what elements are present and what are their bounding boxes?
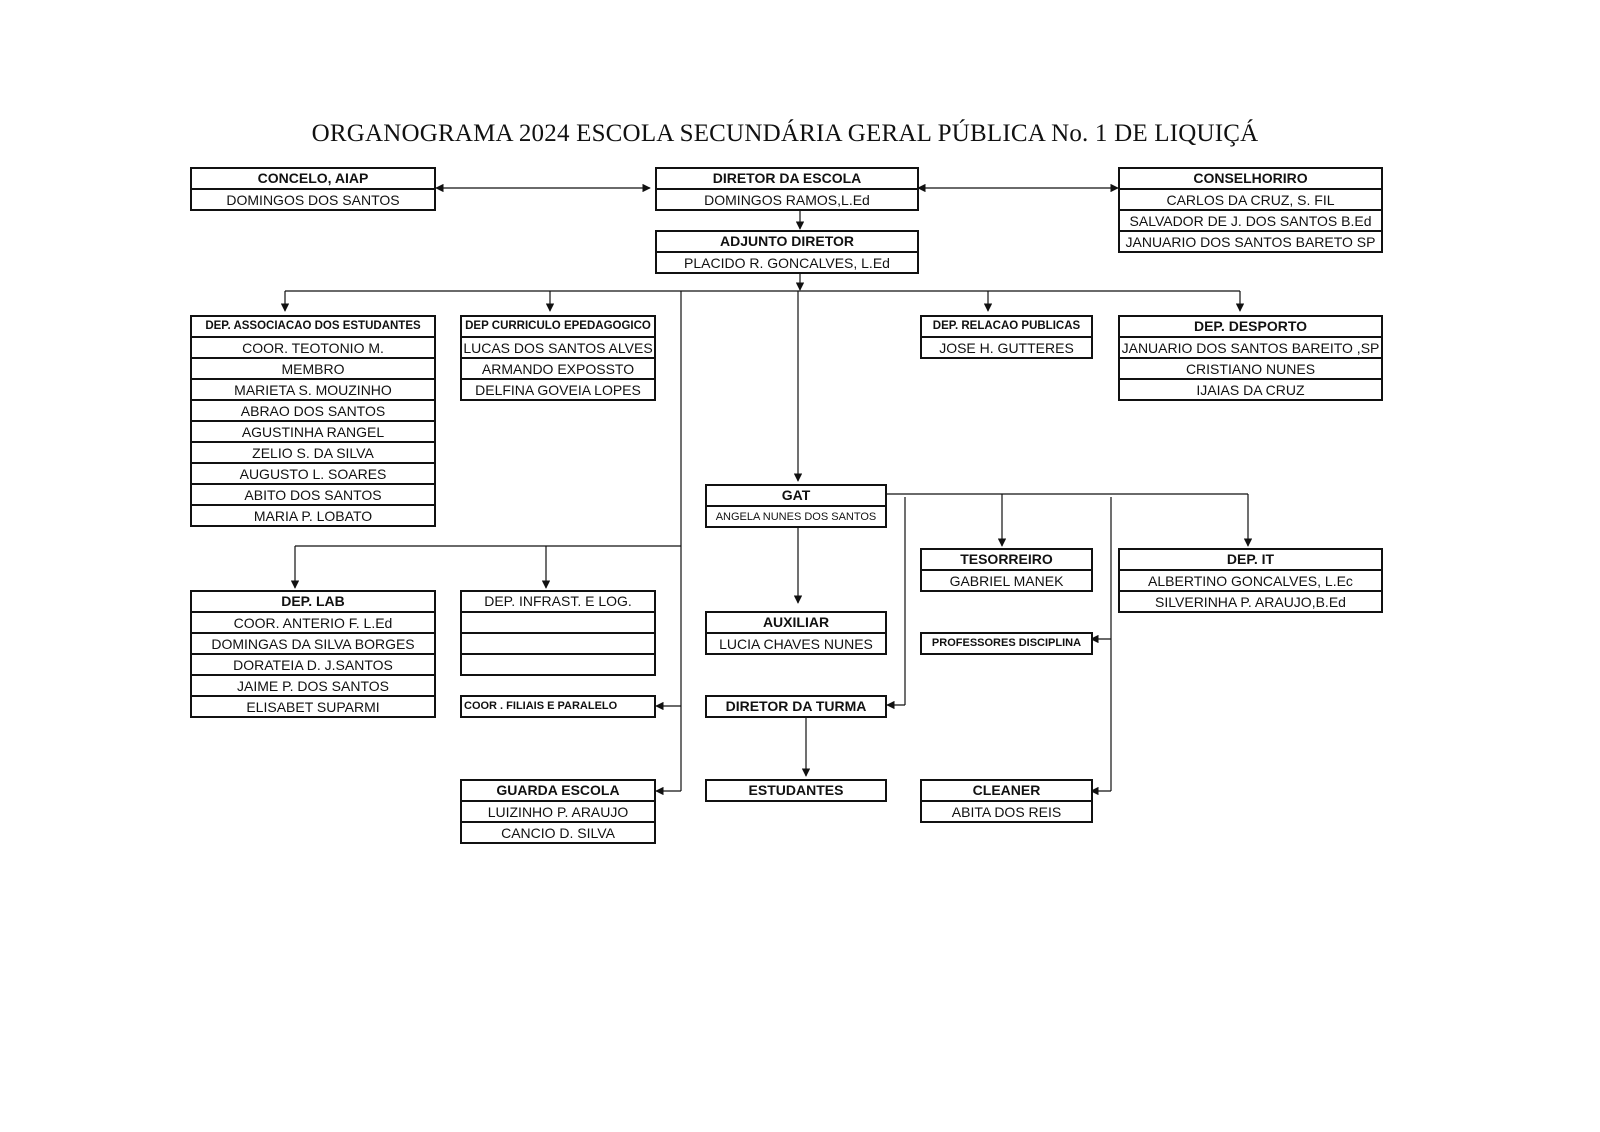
box-member: SALVADOR DE J. DOS SANTOS B.Ed	[1120, 209, 1381, 230]
box-member: DORATEIA D. J.SANTOS	[192, 653, 434, 674]
box-member: LUCIA CHAVES NUNES	[707, 632, 885, 653]
box-member: ABITO DOS SANTOS	[192, 483, 434, 504]
box-member: JANUARIO DOS SANTOS BAREITO ,SP	[1120, 336, 1381, 357]
box-head: DEP. DESPORTO	[1193, 318, 1308, 334]
box-member: LUIZINHO P. ARAUJO	[462, 800, 654, 821]
box-member: AUGUSTO L. SOARES	[192, 462, 434, 483]
box-associacao	[190, 315, 436, 527]
box-head: CONCELO, AIAP	[257, 170, 369, 186]
box-head: DIRETOR DA TURMA	[725, 698, 867, 714]
box-head: DEP. IT	[1226, 551, 1275, 567]
box-member: ELISABET SUPARMI	[192, 695, 434, 716]
box-member: DOMINGAS DA SILVA BORGES	[192, 632, 434, 653]
box-head: GUARDA ESCOLA	[496, 782, 620, 798]
box-head: TESORREIRO	[960, 551, 1053, 567]
box-member: AGUSTINHA RANGEL	[192, 420, 434, 441]
box-member: MARIA P. LOBATO	[192, 504, 434, 525]
box-conselhoriro	[1118, 167, 1383, 253]
box-member-empty	[462, 611, 654, 632]
box-member-empty	[462, 632, 654, 653]
box-head: CONSELHORIRO	[1193, 170, 1308, 186]
box-desporto	[1118, 315, 1383, 401]
box-head: AUXILIAR	[762, 614, 830, 630]
box-head: DIRETOR DA ESCOLA	[712, 170, 862, 186]
box-member: DELFINA GOVEIA LOPES	[462, 378, 654, 399]
box-head: DEP. INFRAST. E LOG.	[484, 593, 632, 609]
box-member: COOR. TEOTONIO M.	[192, 336, 434, 357]
box-head: DEP. RELACAO PUBLICAS	[932, 320, 1081, 332]
box-dep-it	[1118, 548, 1383, 613]
box-adjunto	[655, 230, 919, 274]
box-estudantes	[705, 779, 887, 802]
box-member: JOSE H. GUTTERES	[922, 336, 1091, 357]
box-head: DEP. LAB	[281, 593, 345, 609]
box-member: LUCAS DOS SANTOS ALVES	[462, 336, 654, 357]
box-member: ABRAO DOS SANTOS	[192, 399, 434, 420]
box-gat	[705, 484, 887, 528]
box-member: SILVERINHA P. ARAUJO,B.Ed	[1120, 590, 1381, 611]
box-member: ARMANDO EXPOSSTO	[462, 357, 654, 378]
box-member: CANCIO D. SILVA	[462, 821, 654, 842]
box-curriculo	[460, 315, 656, 401]
box-member: JANUARIO DOS SANTOS BARETO SP	[1120, 230, 1381, 251]
box-head: PROFESSORES DISCIPLINA	[931, 637, 1082, 649]
box-member: ALBERTINO GONCALVES, L.Ec	[1120, 569, 1381, 590]
box-head: ADJUNTO DIRETOR	[719, 233, 855, 249]
box-professores	[920, 632, 1093, 655]
box-member-empty	[462, 653, 654, 674]
box-tesoureiro	[920, 548, 1093, 592]
chart-title: ORGANOGRAMA 2024 ESCOLA SECUNDÁRIA GERAL PÚBLICA No. 1 DE LIQUIÇÁ	[311, 120, 1259, 147]
box-diretor-turma	[705, 695, 887, 718]
box-member: CARLOS DA CRUZ, S. FIL	[1120, 188, 1381, 209]
box-head: DEP CURRICULO EPEDAGOGICO	[465, 320, 651, 332]
box-relacao	[920, 315, 1093, 359]
box-member: PLACIDO R. GONCALVES, L.Ed	[657, 251, 917, 272]
box-member: JAIME P. DOS SANTOS	[192, 674, 434, 695]
box-diretor	[655, 167, 919, 211]
box-member: DOMINGOS DOS SANTOS	[192, 188, 434, 209]
box-lab	[190, 590, 436, 718]
box-member: MEMBRO	[192, 357, 434, 378]
box-member: DOMINGOS RAMOS,L.Ed	[657, 188, 917, 209]
box-head: DEP. ASSOCIACAO DOS ESTUDANTES	[205, 320, 421, 332]
box-member: ABITA DOS REIS	[922, 800, 1091, 821]
box-head: CLEANER	[972, 782, 1041, 798]
box-cleaner	[920, 779, 1093, 823]
box-auxiliar	[705, 611, 887, 655]
box-member: IJAIAS DA CRUZ	[1120, 378, 1381, 399]
box-head: GAT	[781, 487, 811, 503]
box-head: COOR . FILIAIS E PARALELO	[464, 700, 618, 712]
box-guarda	[460, 779, 656, 844]
box-member: COOR. ANTERIO F. L.Ed	[192, 611, 434, 632]
box-head: ESTUDANTES	[748, 782, 844, 798]
box-member: CRISTIANO NUNES	[1120, 357, 1381, 378]
box-member: MARIETA S. MOUZINHO	[192, 378, 434, 399]
box-concelho	[190, 167, 436, 211]
box-coor-filiais	[460, 695, 656, 718]
box-member: ANGELA NUNES DOS SANTOS	[707, 505, 885, 526]
box-member: ZELIO S. DA SILVA	[192, 441, 434, 462]
box-member: GABRIEL MANEK	[922, 569, 1091, 590]
box-infrast	[460, 590, 656, 676]
